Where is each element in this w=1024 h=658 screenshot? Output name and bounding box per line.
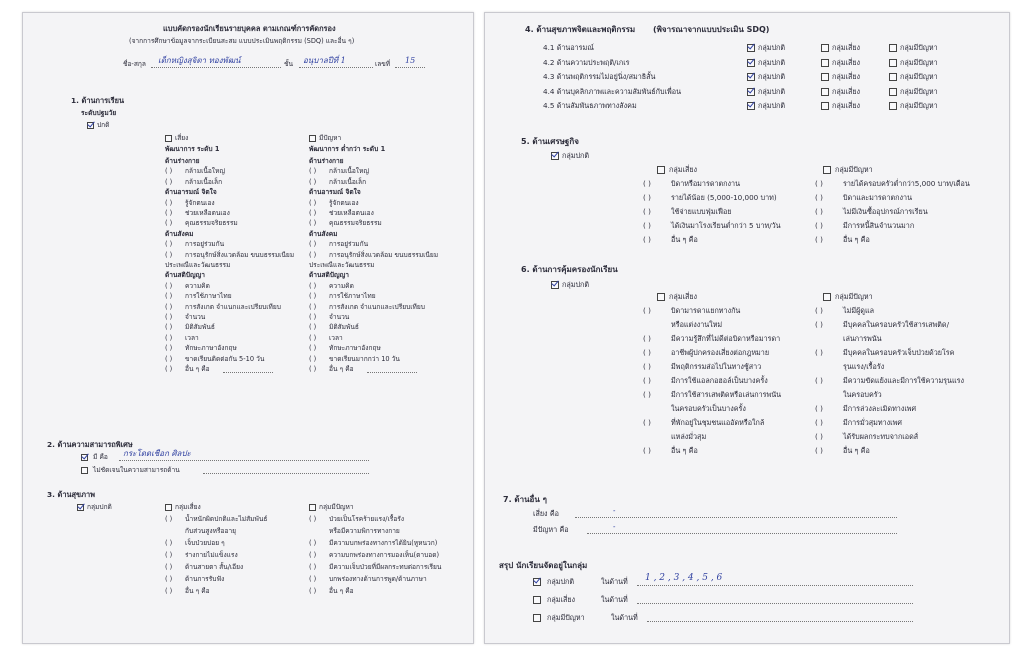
s1-problem-social-mark[interactable]: ( ): [309, 240, 317, 249]
summary-problem-line: [647, 621, 913, 622]
s2-none-line: [203, 473, 369, 474]
summary-risk-line: [637, 603, 913, 604]
s4-risk-checkbox[interactable]: [821, 73, 829, 81]
s2-none-checkbox[interactable]: [81, 467, 88, 474]
s4-problem-label: กลุ่มมีปัญหา: [900, 86, 938, 96]
s5-risk-mark[interactable]: ( ): [643, 221, 651, 230]
s5-risk-item: บิดาหรือมารดาตกงาน: [671, 179, 740, 188]
s6-problem-item: มีบุคคลในครอบครัวเจ็บป่วยด้วยโรค: [843, 348, 955, 357]
s6-risk-mark[interactable]: ( ): [643, 348, 651, 357]
s2-none-label: ไม่ชัดเจนในความสามารถด้าน: [93, 466, 180, 474]
s3-risk-item: อื่น ๆ คือ: [185, 587, 210, 595]
s4-item-label: 4.5 ด้านสัมพันธภาพทางสังคม: [543, 101, 637, 110]
s1-risk-social-item: การอยู่ร่วมกัน: [185, 240, 225, 249]
s6-problem-mark[interactable]: ( ): [815, 404, 823, 413]
s1-problem-physical-item: กล้ามเนื้อใหญ่: [329, 167, 369, 176]
s1-problem-other-line: [367, 372, 417, 373]
s1-risk-emotional-mark[interactable]: ( ): [165, 198, 173, 207]
s6-risk-item: อาชีพผู้ปกครองเสี่ยงต่อกฎหมาย: [671, 348, 770, 357]
s1-problem-emotional-mark[interactable]: ( ): [309, 209, 317, 217]
s1-problem-physical-mark[interactable]: ( ): [309, 177, 317, 186]
s4-normal-label: กลุ่มปกติ: [758, 57, 786, 67]
s6-problem-mark[interactable]: ( ): [815, 320, 823, 329]
name-label: ชื่อ-สกุล: [123, 60, 146, 68]
s1-problem-intellect-item: ทักษะภาษาอังกฤษ: [329, 344, 381, 353]
s5-problem-mark[interactable]: ( ): [815, 193, 823, 202]
s5-problem-label: กลุ่มมีปัญหา: [835, 165, 873, 174]
s3-problem-item: ความบกพร่องทางการมองเห็น(ตาบอด): [329, 551, 440, 559]
s4-normal-checkbox[interactable]: [747, 88, 755, 96]
s1-problem-emotional-item: รู้จักตนเอง: [329, 198, 359, 207]
s7-risk-value[interactable]: -: [613, 506, 616, 515]
s3-problem-item: มีความเจ็บป่วยที่มีผลกระทบต่อการเรียน: [329, 563, 442, 571]
s3-problem-mark[interactable]: ( ): [309, 563, 317, 571]
s3-risk-mark[interactable]: ( ): [165, 587, 173, 595]
s1-risk-title: เสี่ยง: [175, 134, 189, 142]
s3-heading: 3. ด้านสุขภาพ: [47, 490, 95, 499]
s6-risk-item: มีความรู้สึกที่ไม่ดีต่อบิดาหรือมารดา: [671, 334, 781, 343]
s1-risk-intellect-item: ขาดเรียนติดต่อกัน 5-10 วัน: [185, 354, 265, 363]
right-page: [484, 12, 1010, 644]
s5-problem-item: อื่น ๆ คือ: [843, 235, 870, 244]
s6-risk-mark[interactable]: ( ): [643, 306, 651, 315]
s4-item-label: 4.3 ด้านพฤติกรรมไม่อยู่นิ่ง/สมาธิสั้น: [543, 72, 656, 81]
name-value[interactable]: เด็กหญิงสุจิตา ทองพัฒน์: [158, 56, 241, 65]
s4-normal-checkbox[interactable]: [747, 73, 755, 81]
s6-risk-mark[interactable]: ( ): [643, 390, 651, 399]
s1-problem-intellect-item: มิติสัมพันธ์: [329, 323, 359, 332]
s6-problem-mark[interactable]: ( ): [815, 348, 823, 357]
s7-problem-label: มีปัญหา คือ: [533, 525, 569, 534]
s1-risk-social-item: การอนุรักษ์สิ่งแวดล้อม ขนบธรรมเนียม: [185, 250, 295, 259]
s6-risk-item: หรือแต่งงานใหม่: [671, 320, 723, 329]
s1-problem-intellect-mark[interactable]: ( ): [309, 333, 317, 342]
s4-normal-checkbox[interactable]: [747, 59, 755, 67]
s3-problem-label: กลุ่มมีปัญหา: [319, 503, 354, 511]
s1-risk-sub: พัฒนาการ ระดับ 1: [165, 145, 220, 153]
s5-risk-mark[interactable]: ( ): [643, 207, 651, 216]
s7-heading: 7. ด้านอื่น ๆ: [503, 495, 547, 504]
s4-risk-label: กลุ่มเสี่ยง: [832, 72, 861, 81]
s1-risk-emotional-mark[interactable]: ( ): [165, 219, 173, 228]
s1-risk-intellect-heading: ด้านสติปัญญา: [165, 271, 205, 280]
s5-normal-label: กลุ่มปกติ: [562, 151, 590, 160]
s6-problem-item: มีความขัดแย้งและมีการใช้ความรุนแรง: [843, 376, 964, 385]
s6-risk-item: บิดามารดาแยกทางกัน: [671, 306, 741, 315]
summary-normal-value[interactable]: 1 , 2 , 3 , 4 , 5 , 6: [645, 573, 723, 583]
s1-problem-physical-mark[interactable]: ( ): [309, 167, 317, 176]
s6-risk-item: อื่น ๆ คือ: [671, 446, 698, 455]
s1-risk-physical-mark[interactable]: ( ): [165, 177, 173, 186]
summary-problem-label: กลุ่มมีปัญหา: [547, 613, 585, 622]
s1-risk-physical-item: กล้ามเนื้อใหญ่: [185, 167, 225, 176]
s1-problem-social-item: การอนุรักษ์สิ่งแวดล้อม ขนบธรรมเนียม: [329, 250, 439, 259]
s1-risk-other-line: [223, 372, 273, 373]
s5-problem-mark[interactable]: ( ): [815, 179, 823, 188]
s6-normal-checkbox[interactable]: [551, 281, 559, 289]
s3-problem-item: ป่วยเป็นโรคร้ายแรง/เรื้อรัง: [329, 515, 405, 523]
s6-problem-item: เล่นการพนัน: [843, 334, 882, 343]
s4-normal-label: กลุ่มปกติ: [758, 101, 786, 110]
s6-risk-checkbox[interactable]: [657, 293, 665, 301]
s3-risk-item: น้ำหนักผิดปกติและไม่สัมพันธ์: [185, 515, 268, 523]
s3-normal-checkbox[interactable]: [77, 504, 84, 511]
s1-problem-emotional-item: คุณธรรมจริยธรรม: [329, 219, 382, 228]
left-page: [22, 12, 474, 644]
s2-heading: 2. ด้านความสามารถพิเศษ: [47, 440, 133, 449]
s1-normal-checkbox[interactable]: [87, 122, 94, 129]
s1-risk-checkbox[interactable]: [165, 135, 172, 142]
s6-risk-mark[interactable]: ( ): [643, 376, 651, 385]
class-value[interactable]: อนุบาลปีที่ 1: [303, 56, 346, 65]
s1-risk-intellect-item: การใช้ภาษาไทย: [185, 292, 232, 301]
s3-problem-mark[interactable]: ( ): [309, 515, 317, 523]
s6-problem-item: มีการมั่วสุมทางเพศ: [843, 418, 902, 427]
s5-problem-item: รายได้ครอบครัวต่ำกว่า5,000 บาท/เดือน: [843, 179, 970, 188]
s6-problem-mark[interactable]: ( ): [815, 446, 823, 455]
s1-problem-intellect-mark[interactable]: ( ): [309, 302, 317, 311]
s1-problem-emotional-heading: ด้านอารมณ์ จิตใจ: [309, 188, 361, 197]
s4-problem-checkbox[interactable]: [889, 73, 897, 81]
s6-problem-mark[interactable]: ( ): [815, 432, 823, 441]
summary-normal-area-label: ในด้านที่: [601, 577, 628, 586]
s4-risk-checkbox[interactable]: [821, 102, 829, 110]
s4-risk-label: กลุ่มเสี่ยง: [832, 101, 861, 110]
s1-problem-title: มีปัญหา: [319, 134, 342, 142]
s1-level: ระดับปฐมวัย: [81, 109, 117, 117]
s1-problem-intellect-item: การใช้ภาษาไทย: [329, 292, 376, 301]
s3-risk-mark[interactable]: ( ): [165, 539, 173, 547]
s3-risk-mark[interactable]: ( ): [165, 515, 173, 523]
summary-risk-checkbox[interactable]: [533, 596, 541, 604]
s4-risk-checkbox[interactable]: [821, 44, 829, 52]
s7-risk-line: [575, 517, 897, 518]
s6-risk-item: มีการใช้สารเสพติดหรือเล่นการพนัน: [671, 390, 782, 399]
s6-risk-item: ที่พักอยู่ในชุมชนแออัดหรือใกล้: [671, 418, 765, 427]
s5-risk-label: กลุ่มเสี่ยง: [669, 165, 698, 174]
s5-risk-mark[interactable]: ( ): [643, 235, 651, 244]
s1-problem-intellect-item: ขาดเรียนมากกว่า 10 วัน: [329, 354, 400, 363]
s3-problem-item: มีความบกพร่องทางการได้ยิน(หูหนวก): [329, 539, 438, 547]
s4-problem-label: กลุ่มมีปัญหา: [900, 72, 938, 81]
s1-risk-social-mark[interactable]: ( ): [165, 250, 173, 259]
summary-risk-label: กลุ่มเสี่ยง: [547, 595, 576, 604]
s1-risk-physical-mark[interactable]: ( ): [165, 167, 173, 176]
s4-normal-label: กลุ่มปกติ: [758, 86, 786, 96]
s4-problem-checkbox[interactable]: [889, 102, 897, 110]
s1-problem-intellect-item: เวลา: [329, 333, 343, 342]
s3-problem-checkbox[interactable]: [309, 504, 316, 511]
s1-risk-emotional-heading: ด้านอารมณ์ จิตใจ: [165, 188, 217, 197]
s1-problem-intellect-item: จำนวน: [329, 313, 350, 321]
number-value[interactable]: 15: [405, 56, 416, 65]
s5-risk-item: ใช้จ่ายแบบฟุ่มเฟือย: [671, 207, 732, 216]
s4-problem-label: กลุ่มมีปัญหา: [900, 43, 938, 52]
s1-risk-intellect-mark[interactable]: ( ): [165, 344, 173, 353]
s1-problem-emotional-mark[interactable]: ( ): [309, 219, 317, 228]
s6-problem-checkbox[interactable]: [823, 293, 831, 301]
s1-problem-intellect-heading: ด้านสติปัญญา: [309, 271, 349, 280]
number-line: [395, 67, 425, 68]
s3-problem-item: อื่น ๆ คือ: [329, 587, 354, 595]
s2-has-checkbox[interactable]: [81, 454, 88, 461]
s5-heading: 5. ด้านเศรษฐกิจ: [521, 137, 579, 146]
s1-problem-emotional-item: ช่วยเหลือตนเอง: [329, 209, 374, 217]
s1-risk-intellect-mark[interactable]: ( ): [165, 281, 173, 290]
s5-risk-mark[interactable]: ( ): [643, 193, 651, 202]
s6-risk-item: มีการใช้แอลกอฮอล์เป็นบางครั้ง: [671, 376, 768, 385]
s5-normal-checkbox[interactable]: [551, 152, 559, 160]
s1-risk-intellect-mark[interactable]: ( ): [165, 292, 173, 301]
s1-problem-intellect-mark[interactable]: ( ): [309, 354, 317, 363]
summary-heading: สรุป นักเรียนจัดอยู่ในกลุ่ม: [499, 561, 588, 570]
s1-risk-other-mark[interactable]: ( ): [165, 365, 173, 373]
s2-has-line: [119, 460, 369, 461]
s3-risk-item-continued: กับส่วนสูงหรืออายุ: [185, 527, 237, 535]
s4-item-label: 4.2 ด้านความประพฤติ/เกเร: [543, 57, 630, 67]
s6-problem-label: กลุ่มมีปัญหา: [835, 292, 873, 301]
s1-problem-social-item: การอยู่ร่วมกัน: [329, 240, 369, 249]
s1-risk-intellect-mark[interactable]: ( ): [165, 302, 173, 311]
s7-problem-value[interactable]: -: [613, 522, 616, 531]
number-label: เลขที่: [375, 60, 391, 68]
s3-problem-mark[interactable]: ( ): [309, 539, 317, 547]
s1-risk-intellect-mark[interactable]: ( ): [165, 313, 173, 321]
s1-risk-intellect-item: การสังเกต จำแนกและเปรียบเทียบ: [185, 302, 281, 311]
s6-problem-item: มีบุคคลในครอบครัวใช้สารเสพติด/: [843, 320, 950, 329]
s6-problem-item: อื่น ๆ คือ: [843, 446, 870, 455]
s1-risk-other-label: อื่น ๆ คือ: [185, 365, 210, 373]
s2-has-value[interactable]: กระโดดเชือก ศิลปะ: [123, 449, 191, 458]
s6-risk-mark[interactable]: ( ): [643, 418, 651, 427]
s5-risk-mark[interactable]: ( ): [643, 179, 651, 188]
s1-problem-intellect-mark[interactable]: ( ): [309, 281, 317, 290]
s6-problem-item: ได้รับผลกระทบจากเอดส์: [843, 432, 919, 441]
s4-risk-label: กลุ่มเสี่ยง: [832, 43, 861, 52]
s3-risk-item: ด้านสายตา สั้น/เอียง: [185, 563, 244, 571]
s3-problem-item-continued: หรือมีความพิการทางกาย: [329, 527, 400, 535]
s1-problem-intellect-mark[interactable]: ( ): [309, 323, 317, 332]
summary-normal-line: [637, 585, 913, 586]
class-label: ชั้น: [284, 60, 293, 68]
s1-problem-physical-item: กล้ามเนื้อเล็ก: [329, 177, 367, 186]
summary-normal-label: กลุ่มปกติ: [547, 577, 575, 586]
s3-problem-mark[interactable]: ( ): [309, 551, 317, 559]
s1-risk-emotional-item: คุณธรรมจริยธรรม: [185, 219, 238, 228]
s4-problem-label: กลุ่มมีปัญหา: [900, 57, 938, 67]
s1-risk-intellect-item: จำนวน: [185, 313, 206, 321]
summary-risk-area-label: ในด้านที่: [601, 595, 628, 604]
s1-problem-social-mark[interactable]: ( ): [309, 250, 317, 259]
s1-problem-emotional-mark[interactable]: ( ): [309, 198, 317, 207]
s4-problem-label: กลุ่มมีปัญหา: [900, 101, 938, 110]
s6-risk-item: แหล่งมั่วสุม: [671, 432, 707, 441]
s1-risk-intellect-mark[interactable]: ( ): [165, 323, 173, 332]
s7-risk-label: เสี่ยง คือ: [533, 509, 559, 518]
s4-problem-checkbox[interactable]: [889, 44, 897, 52]
s1-problem-social-heading: ด้านสังคม: [309, 229, 338, 238]
s6-risk-item: มีพฤติกรรมส่อไปในทางชู้สาว: [671, 362, 762, 371]
name-line: [151, 67, 281, 68]
s6-risk-label: กลุ่มเสี่ยง: [669, 292, 698, 301]
class-line: [299, 67, 373, 68]
s5-risk-checkbox[interactable]: [657, 166, 665, 174]
s4-normal-label: กลุ่มปกติ: [758, 72, 786, 81]
s4-heading-note: (พิจารณาจากแบบประเมิน SDQ): [653, 25, 770, 34]
s1-problem-intellect-mark[interactable]: ( ): [309, 292, 317, 301]
s1-problem-intellect-item: การสังเกต จำแนกและเปรียบเทียบ: [329, 302, 425, 311]
s2-has-label: มี คือ: [93, 453, 108, 461]
s1-risk-emotional-mark[interactable]: ( ): [165, 209, 173, 217]
s6-problem-item: ไม่มีผู้ดูแล: [843, 306, 875, 315]
s3-risk-mark[interactable]: ( ): [165, 551, 173, 559]
s1-problem-checkbox[interactable]: [309, 135, 316, 142]
s1-risk-physical-item: กล้ามเนื้อเล็ก: [185, 177, 223, 186]
s4-item-label: 4.1 ด้านอารมณ์: [543, 43, 594, 52]
s4-risk-label: กลุ่มเสี่ยง: [832, 86, 861, 96]
s3-problem-mark[interactable]: ( ): [309, 587, 317, 595]
s5-problem-item: บิดาและมารดาตกงาน: [843, 193, 912, 202]
summary-problem-checkbox[interactable]: [533, 614, 541, 622]
s4-heading: 4. ด้านสุขภาพจิตและพฤติกรรม: [525, 25, 636, 34]
form-title: แบบคัดกรองนักเรียนรายบุคคล ตามเกณฑ์การคัดกรอง: [163, 24, 336, 33]
form-subtitle: (จากการศึกษาข้อมูลจากระเบียนสะสม แบบประเมินพฤติกรรม (SDQ) และอื่น ๆ): [129, 37, 355, 45]
s1-risk-intellect-mark[interactable]: ( ): [165, 354, 173, 363]
s6-problem-item: มีการล่วงละเมิดทางเพศ: [843, 404, 917, 413]
s1-risk-social-mark[interactable]: ( ): [165, 240, 173, 249]
s5-problem-mark[interactable]: ( ): [815, 207, 823, 216]
s3-risk-mark[interactable]: ( ): [165, 575, 173, 583]
s6-problem-item: รุนแรง/เรื้อรัง: [843, 362, 885, 371]
s7-problem-line: [587, 533, 897, 534]
s1-risk-emotional-item: ช่วยเหลือตนเอง: [185, 209, 230, 217]
s1-problem-sub: พัฒนาการ ต่ำกว่า ระดับ 1: [309, 145, 386, 153]
summary-normal-checkbox[interactable]: [533, 578, 541, 586]
s6-risk-mark[interactable]: ( ): [643, 446, 651, 455]
s5-problem-item: ไม่มีเงินซื้ออุปกรณ์การเรียน: [843, 207, 928, 216]
s1-problem-intellect-mark[interactable]: ( ): [309, 313, 317, 321]
s4-normal-label: กลุ่มปกติ: [758, 43, 786, 52]
s3-risk-item: ร่างกายไม่แข็งแรง: [185, 551, 238, 559]
s3-risk-item: ด้านการรับฟัง: [185, 575, 225, 583]
s1-risk-intellect-item: มิติสัมพันธ์: [185, 323, 215, 332]
s5-problem-checkbox[interactable]: [823, 166, 831, 174]
s3-problem-item: บกพร่องทางด้านการพูด/ด้านภาษา: [329, 575, 427, 583]
s3-problem-mark[interactable]: ( ): [309, 575, 317, 583]
s1-problem-intellect-item: ความคิด: [329, 281, 354, 290]
s3-risk-item: เจ็บป่วยบ่อย ๆ: [185, 539, 225, 547]
s6-risk-mark[interactable]: ( ): [643, 362, 651, 371]
s6-problem-mark[interactable]: ( ): [815, 376, 823, 385]
s1-risk-intellect-mark[interactable]: ( ): [165, 333, 173, 342]
s6-normal-label: กลุ่มปกติ: [562, 280, 590, 289]
s3-normal-label: กลุ่มปกติ: [87, 503, 112, 511]
s4-item-label: 4.4 ด้านบุคลิกภาพและความสัมพันธ์กับเพื่อน: [543, 86, 681, 96]
s5-risk-item: อื่น ๆ คือ: [671, 235, 698, 244]
s4-risk-checkbox[interactable]: [821, 59, 829, 67]
s5-problem-item: มีการหนี้สินจำนวนมาก: [843, 221, 915, 230]
s1-problem-other-mark[interactable]: ( ): [309, 365, 317, 373]
s1-risk-social-heading: ด้านสังคม: [165, 229, 194, 238]
s6-risk-item: ในครอบครัวเป็นบางครั้ง: [671, 404, 746, 413]
s1-risk-emotional-item: รู้จักตนเอง: [185, 198, 215, 207]
s5-problem-mark[interactable]: ( ): [815, 221, 823, 230]
s1-problem-intellect-mark[interactable]: ( ): [309, 344, 317, 353]
s4-normal-checkbox[interactable]: [747, 44, 755, 52]
s1-problem-social-continued: ประเพณีและวัฒนธรรม: [309, 261, 375, 269]
s5-risk-item: ได้เงินมาโรงเรียนต่ำกว่า 5 บาท/วัน: [671, 221, 781, 230]
s4-normal-checkbox[interactable]: [747, 102, 755, 110]
summary-problem-area-label: ในด้านที่: [611, 613, 638, 622]
s3-risk-checkbox[interactable]: [165, 504, 172, 511]
s1-normal-label: ปกติ: [97, 121, 110, 129]
s6-heading: 6. ด้านการคุ้มครองนักเรียน: [521, 265, 618, 274]
s1-risk-social-continued: ประเพณีและวัฒนธรรม: [165, 261, 231, 269]
s6-problem-mark[interactable]: ( ): [815, 306, 823, 315]
s4-risk-checkbox[interactable]: [821, 88, 829, 96]
s4-risk-label: กลุ่มเสี่ยง: [832, 57, 861, 67]
s1-risk-physical-heading: ด้านร่างกาย: [165, 157, 200, 165]
s4-problem-checkbox[interactable]: [889, 59, 897, 67]
s1-risk-intellect-item: ความคิด: [185, 281, 210, 290]
s6-risk-mark[interactable]: ( ): [643, 334, 651, 343]
s6-problem-item: ในครอบครัว: [843, 390, 882, 399]
s1-risk-intellect-item: เวลา: [185, 333, 199, 342]
s1-risk-intellect-item: ทักษะภาษาอังกฤษ: [185, 344, 237, 353]
s3-risk-mark[interactable]: ( ): [165, 563, 173, 571]
s1-problem-physical-heading: ด้านร่างกาย: [309, 157, 344, 165]
s4-problem-checkbox[interactable]: [889, 88, 897, 96]
s1-problem-other-label: อื่น ๆ คือ: [329, 365, 354, 373]
s5-risk-item: รายได้น้อย (5,000-10,000 บาท): [671, 193, 777, 202]
s3-risk-label: กลุ่มเสี่ยง: [175, 503, 201, 511]
s6-problem-mark[interactable]: ( ): [815, 418, 823, 427]
s5-problem-mark[interactable]: ( ): [815, 235, 823, 244]
s1-heading: 1. ด้านการเรียน: [71, 96, 124, 105]
